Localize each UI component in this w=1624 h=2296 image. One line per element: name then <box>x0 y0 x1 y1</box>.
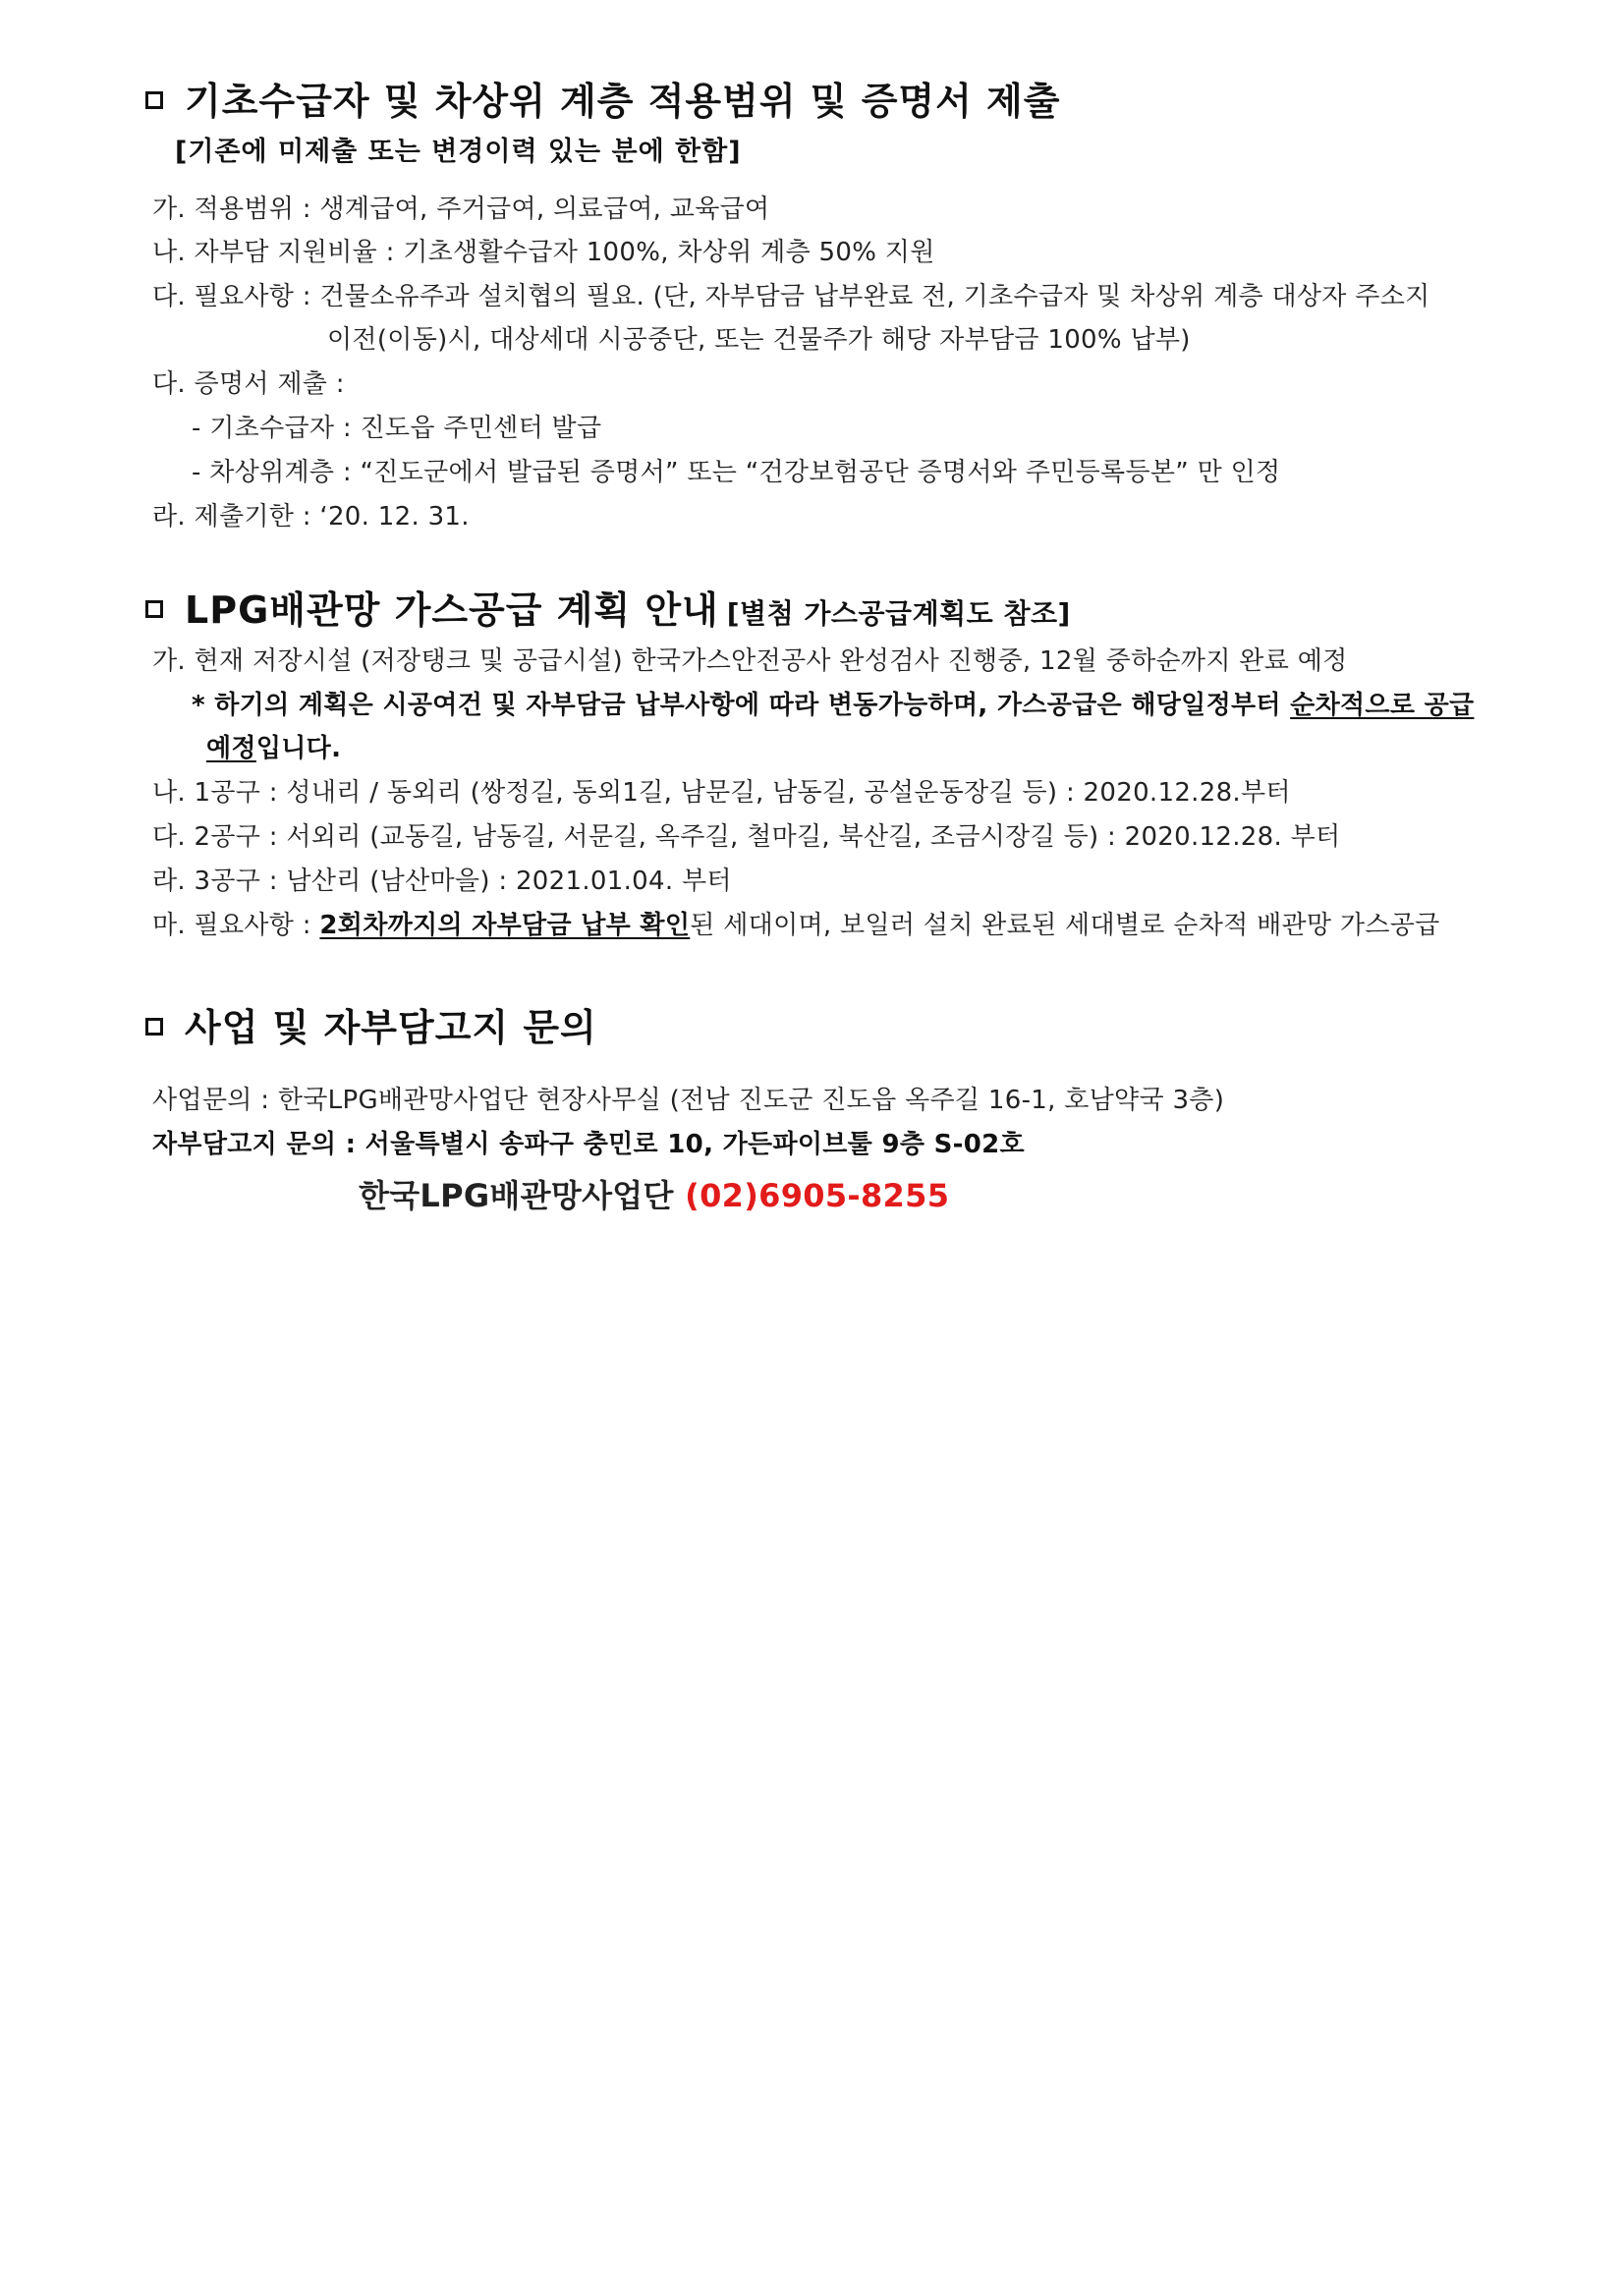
s1-line-deadline: 라. 제출기한 : ‘20. 12. 31. <box>152 502 470 532</box>
section3-heading <box>145 997 597 1051</box>
s3-biz-inquiry: 사업문의 : 한국LPG배관망사업단 현장사무실 (전남 진도군 진도읍 옥주길 16-1, 호남약국 3층) <box>152 1086 1225 1115</box>
section2-title: LPG배관망 가스공급 계획 안내 <box>185 588 719 632</box>
s2-ma-rest: 된 세대이며, 보일러 설치 완료된 세대별로 순차적 배관망 가스공급 <box>690 911 1440 940</box>
s1-line-basic: - 기초수급자 : 진도읍 주민센터 발급 <box>192 414 602 443</box>
s2-line-ra: 라. 3공구 : 남산리 (남산마을) : 2021.01.04. 부터 <box>152 867 732 896</box>
s1-line-near-poverty: - 차상위계층 : “진도군에서 발급된 증명서” 또는 “건강보험공단 증명서와 주민등록등본” 만 인정 <box>192 458 1281 487</box>
checkbox-icon <box>145 91 163 109</box>
s2-note-underlined-2: 예정 <box>206 734 256 763</box>
s2-note-underlined: 순차적으로 공급 <box>1290 691 1475 720</box>
s2-line-da: 다. 2공구 : 서외리 (교동길, 남동길, 서문길, 옥주길, 철마길, 북산길, 조금시장길 등) : 2020.12.28. 부터 <box>152 822 1341 852</box>
section1-title: 기초수급자 및 차상위 계층 적용범위 및 증명서 제출 <box>185 80 1061 123</box>
s2-ma-emphasis: 2회차까지의 자부담금 납부 확인 <box>319 911 691 940</box>
section2-title-sub: [별첨 가스공급계획도 참조] <box>726 597 1071 630</box>
s2-note-line2 <box>206 728 341 764</box>
s1-line-ga: 가. 적용범위 : 생계급여, 주거급여, 의료급여, 교육급여 <box>152 195 770 224</box>
checkbox-icon <box>145 1018 163 1036</box>
section1-heading <box>145 71 1060 125</box>
s3-phone: (02)6905-8255 <box>685 1177 950 1214</box>
s3-contact <box>359 1171 949 1216</box>
s2-line-ma <box>152 905 1440 941</box>
section1-subtitle: [기존에 미제출 또는 변경이력 있는 분에 한함] <box>175 137 742 167</box>
s2-note-text: * 하기의 계획은 시공여건 및 자부담금 납부사항에 따라 변동가능하며, 가스공급은 해당일정부터 <box>192 691 1291 720</box>
s2-note-line1 <box>192 685 1474 721</box>
section3-title: 사업 및 자부담고지 문의 <box>185 1006 597 1049</box>
s2-line-na: 나. 1공구 : 성내리 / 동외리 (쌍정길, 동외1길, 남문길, 남동길, 공설운동장길 등) : 2020.12.28.부터 <box>152 778 1291 808</box>
s2-line-ga: 가. 현재 저장시설 (저장탱크 및 공급시설) 한국가스안전공사 완성검사 진행중, 12월 중하순까지 완료 예정 <box>152 646 1348 676</box>
s1-line-na: 나. 자부담 지원비율 : 기초생활수급자 100%, 차상위 계층 50% 지원 <box>152 238 935 267</box>
s1-line-da-cont: 이전(이동)시, 대상세대 시공중단, 또는 건물주가 해당 자부담금 100% 납부) <box>327 325 1191 355</box>
s2-note-end: 입니다. <box>255 734 342 763</box>
section2-heading <box>145 580 1071 634</box>
s3-org: 한국LPG배관망사업단 <box>359 1177 674 1214</box>
s3-notice-inquiry: 자부담고지 문의 : 서울특별시 송파구 충민로 10, 가든파이브툴 9층 S-02호 <box>152 1130 1025 1159</box>
checkbox-icon <box>145 600 163 618</box>
s2-ma-label: 마. 필요사항 : <box>152 911 320 940</box>
s1-line-da2: 다. 증명서 제출 : <box>152 369 345 399</box>
s1-line-da: 다. 필요사항 : 건물소유주과 설치협의 필요. (단, 자부담금 납부완료 전, 기초수급자 및 차상위 계층 대상자 주소지 <box>152 282 1430 311</box>
